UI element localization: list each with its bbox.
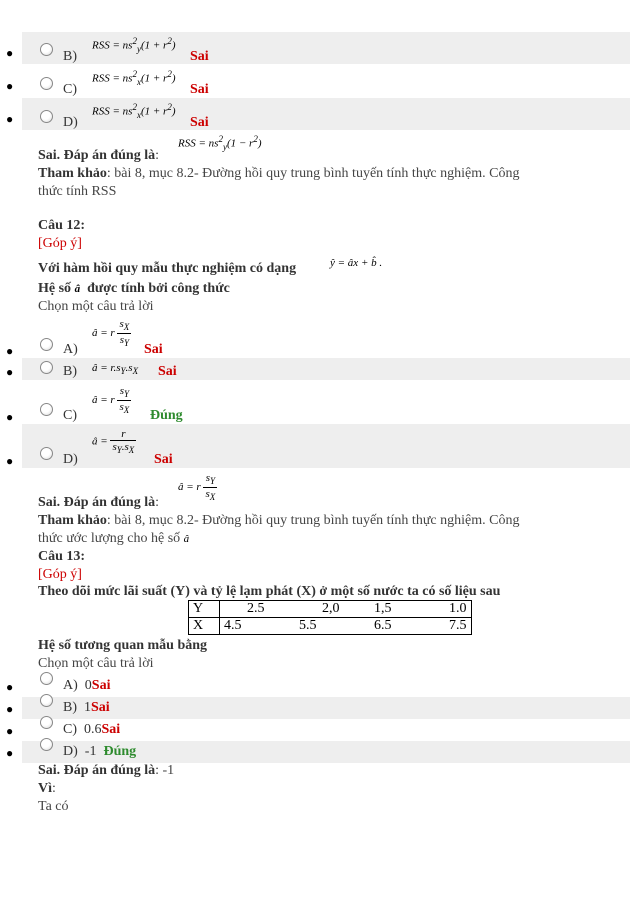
list-bullet: ● bbox=[6, 454, 14, 468]
option-letter: C) bbox=[63, 408, 77, 423]
option-text: B) 1Sai bbox=[63, 700, 110, 715]
data-table bbox=[188, 600, 472, 635]
option-row-shade bbox=[22, 697, 630, 719]
option-letter: D) bbox=[63, 115, 78, 130]
formula-rss: RSS = $ns^2_x(1 + r^2)$ bbox=[92, 102, 176, 120]
radio-option-b[interactable] bbox=[40, 694, 53, 707]
table-cell-values: 4.5 5.5 6.5 7.5 bbox=[220, 618, 472, 635]
option-letter: B) bbox=[63, 364, 77, 379]
result-wrong: Sai bbox=[190, 115, 209, 130]
table-cell-label: Y bbox=[189, 601, 220, 618]
formula-option-c: â = r $\frac{s_Y}{s_X}$ bbox=[92, 385, 130, 416]
radio-option-c[interactable] bbox=[40, 716, 53, 729]
question-title: Câu 12: bbox=[38, 218, 86, 233]
list-bullet: ● bbox=[6, 680, 14, 694]
table-row bbox=[189, 618, 472, 635]
question-title: Câu 13: bbox=[38, 549, 86, 564]
result-wrong: Sai bbox=[144, 342, 163, 357]
question-prompt-2: Hệ số tương quan mẫu bằng bbox=[38, 638, 208, 653]
list-bullet: ● bbox=[6, 79, 14, 93]
list-bullet: ● bbox=[6, 112, 14, 126]
radio-option-b[interactable] bbox=[40, 361, 53, 374]
feedback-link[interactable]: [Góp ý] bbox=[38, 236, 82, 251]
choose-instruction: Chọn một câu trả lời bbox=[38, 656, 154, 671]
list-bullet: ● bbox=[6, 702, 14, 716]
reference-line: Tham khảo: bài 8, mục 8.2- Đường hồi quy trung bình tuyến tính thực nghiệm. Công bbox=[38, 513, 520, 528]
result-wrong: Sai bbox=[154, 452, 173, 467]
formula-regression: ŷ = âx + b̂ . bbox=[330, 257, 383, 269]
reference-line-cont: thức tính RSS bbox=[38, 184, 117, 199]
radio-option-b[interactable] bbox=[40, 43, 53, 56]
list-bullet: ● bbox=[6, 746, 14, 760]
choose-instruction: Chọn một câu trả lời bbox=[38, 299, 154, 314]
list-bullet: ● bbox=[6, 365, 14, 379]
formula-rss: RSS = $ns^2_y(1 + r^2)$ bbox=[92, 36, 176, 54]
option-letter: B) bbox=[63, 49, 77, 64]
radio-option-d[interactable] bbox=[40, 447, 53, 460]
question-prompt: Với hàm hồi quy mẫu thực nghiệm có dạng bbox=[38, 261, 297, 276]
formula-option-d: â = $\frac{r}{s_Y.s_X}$ bbox=[92, 428, 135, 456]
result-wrong: Sai bbox=[158, 364, 177, 379]
option-text: C) 0.6Sai bbox=[63, 722, 121, 737]
formula-option-a: â = r $\frac{s_X}{s_Y}$ bbox=[92, 318, 130, 349]
radio-option-a[interactable] bbox=[40, 672, 53, 685]
result-wrong: Sai bbox=[190, 82, 209, 97]
formula-rss: RSS = $ns^2_x(1 + r^2)$ bbox=[92, 69, 176, 87]
formula-rss-correct: RSS = $ns^2_y(1 - r^2)$ bbox=[178, 134, 262, 152]
feedback-link[interactable]: [Góp ý] bbox=[38, 567, 82, 582]
radio-option-d[interactable] bbox=[40, 738, 53, 751]
reference-line-cont: thức ước lượng cho hệ số â bbox=[38, 531, 190, 546]
option-letter: C) bbox=[63, 82, 77, 97]
list-bullet: ● bbox=[6, 724, 14, 738]
option-letter: A) bbox=[63, 342, 78, 357]
result-correct: Đúng bbox=[150, 408, 183, 423]
option-letter: D) bbox=[63, 452, 78, 467]
formula-correct: â = r $\frac{s_Y}{s_X}$ bbox=[178, 472, 216, 503]
table-cell-values: 2.5 2,0 1,5 1.0 bbox=[220, 601, 472, 618]
radio-option-c[interactable] bbox=[40, 77, 53, 90]
answer-line: Sai. Đáp án đúng là: bbox=[38, 495, 159, 510]
because-label: Vì: bbox=[38, 781, 56, 796]
reference-line: Tham khảo: bài 8, mục 8.2- Đường hồi quy trung bình tuyến tính thực nghiệm. Công bbox=[38, 166, 520, 181]
formula-option-b: â = $r.s_Y.s_X$ bbox=[92, 362, 139, 377]
table-cell-label: X bbox=[189, 618, 220, 635]
explanation-text: Ta có bbox=[38, 799, 69, 814]
list-bullet: ● bbox=[6, 46, 14, 60]
result-wrong: Sai bbox=[190, 49, 209, 64]
radio-option-a[interactable] bbox=[40, 338, 53, 351]
option-text: A) 0Sai bbox=[63, 678, 111, 693]
question-prompt-2: Hệ số â được tính bởi công thức bbox=[38, 281, 230, 296]
question-prompt: Theo dõi mức lãi suất (Y) và tỷ lệ lạm phát (X) ở một số nước ta có số liệu sau bbox=[38, 584, 501, 599]
answer-line: Sai. Đáp án đúng là: -1 bbox=[38, 763, 175, 778]
answer-line: Sai. Đáp án đúng là: bbox=[38, 148, 159, 163]
list-bullet: ● bbox=[6, 344, 14, 358]
radio-option-d[interactable] bbox=[40, 110, 53, 123]
list-bullet: ● bbox=[6, 410, 14, 424]
option-text: D) -1 Đúng bbox=[63, 744, 137, 759]
table-row bbox=[189, 601, 472, 618]
radio-option-c[interactable] bbox=[40, 403, 53, 416]
